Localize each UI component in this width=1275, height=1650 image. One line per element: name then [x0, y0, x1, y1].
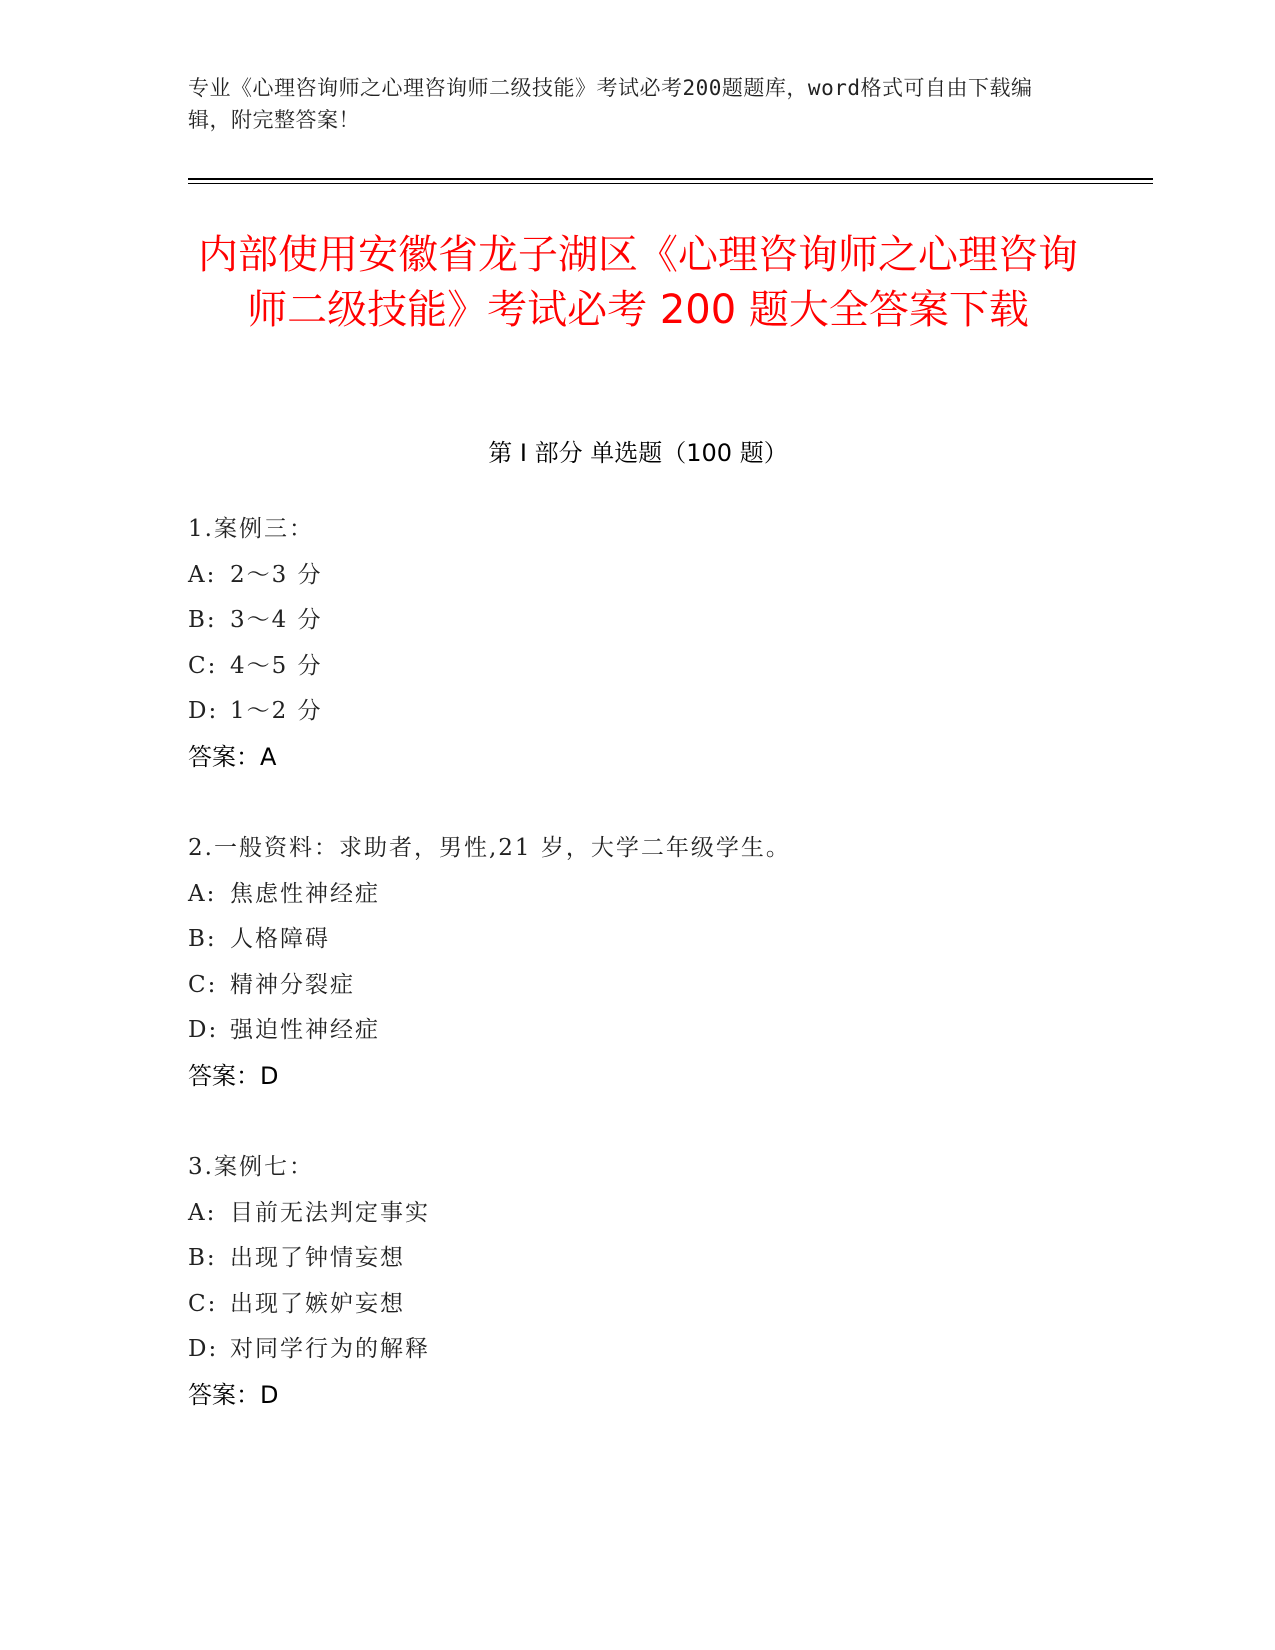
document-title: 内部使用安徽省龙子湖区《心理咨询师之心理咨询师二级技能》考试必考 200 题大全答案下载: [198, 232, 1078, 333]
option-b: [188, 917, 1088, 963]
question-stem: 1.案例三：: [188, 516, 314, 542]
answer: 答案：D: [188, 1380, 279, 1409]
option-text: 2～3 分: [230, 561, 323, 588]
answer: 答案：A: [188, 742, 277, 771]
option-text: 对同学行为的解释: [230, 1336, 430, 1362]
section-heading: 第 I 部分 单选题（100 题）: [488, 439, 788, 467]
header-divider-thin: [188, 183, 1153, 184]
option-text: 目前无法判定事实: [230, 1199, 430, 1226]
option-key: C:: [188, 971, 218, 998]
option-text: 1～2 分: [230, 698, 323, 724]
option-d: [188, 689, 1088, 735]
question-2: [188, 826, 1088, 1099]
option-d: [188, 1327, 1088, 1373]
option-d: [188, 1008, 1088, 1054]
option-key: A:: [188, 561, 217, 588]
option-text: 出现了钟情妄想: [230, 1245, 405, 1271]
option-text: 焦虑性神经症: [230, 880, 380, 907]
question-3: [188, 1145, 1088, 1418]
option-text: 人格障碍: [230, 926, 330, 952]
option-key: A:: [188, 880, 217, 907]
option-key: D:: [188, 698, 219, 724]
option-a: [188, 553, 1088, 599]
option-text: 出现了嫉妒妄想: [230, 1290, 405, 1317]
option-key: D:: [188, 1017, 219, 1043]
question-stem: 2.一般资料：求助者，男性,21 岁，大学二年级学生。: [188, 835, 791, 861]
option-key: A:: [188, 1199, 217, 1226]
option-b: [188, 598, 1088, 644]
header-divider-thick: [188, 178, 1153, 180]
option-text: 4～5 分: [230, 652, 323, 679]
option-key: B:: [188, 1245, 217, 1271]
question-stem: 3.案例七：: [188, 1154, 314, 1180]
option-key: D:: [188, 1336, 219, 1362]
header-note: 专业《心理咨询师之心理咨询师二级技能》考试必考200题题库，word格式可自由下载编辑，附完整答案！: [188, 76, 1033, 132]
option-key: C:: [188, 652, 218, 679]
option-key: B:: [188, 607, 217, 633]
option-a: [188, 872, 1088, 918]
option-text: 强迫性神经症: [230, 1017, 380, 1043]
option-key: C:: [188, 1290, 218, 1317]
option-a: [188, 1191, 1088, 1237]
option-c: [188, 644, 1088, 690]
option-text: 精神分裂症: [230, 971, 355, 998]
option-c: [188, 963, 1088, 1009]
option-key: B:: [188, 926, 217, 952]
option-c: [188, 1282, 1088, 1328]
option-text: 3～4 分: [230, 607, 323, 633]
option-b: [188, 1236, 1088, 1282]
answer: 答案：D: [188, 1061, 279, 1090]
question-1: [188, 507, 1088, 780]
